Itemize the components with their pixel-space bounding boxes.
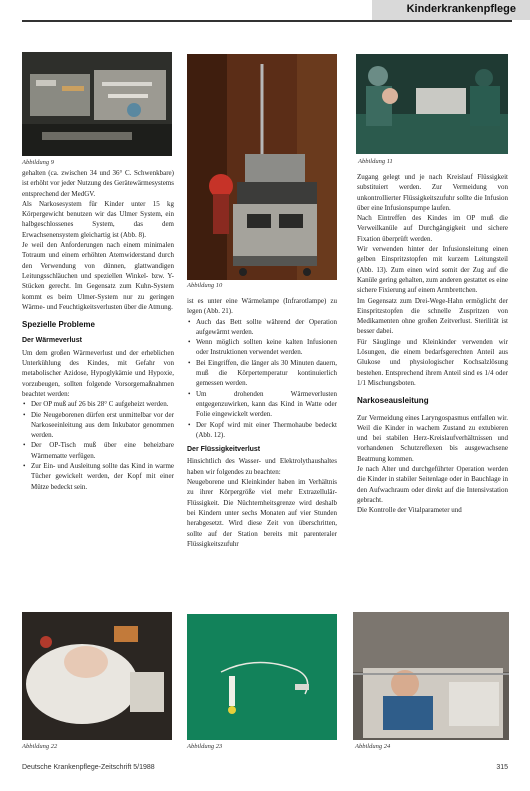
list-item: • Der Kopf wird mit einer Thermohaube bedeckt (Abb. 12). — [196, 420, 337, 441]
list-item: • Die Neugeborenen dürfen erst unmittelbar vor der Narkoseeinleitung aus dem Inkubator genommen werden. — [31, 410, 174, 441]
child-in-bed-illustration — [353, 612, 509, 740]
list-item: • Wenn möglich sollten keine kalten Infusionen oder Instruktionen verwendet werden. — [196, 337, 337, 358]
caption-figure-9: Abbildung 9 — [22, 159, 54, 166]
anesthesia-machine-illustration — [187, 54, 337, 280]
photo-figure-22 — [22, 612, 172, 740]
paragraph: Zugang gelegt und je nach Kreislauf Flüssigkeit substituiert werden. Zur Vermeidung von unkontrollierter Flüssigkeitszufuhr sollte die Infusion über eine Infusionspumpe laufen. — [357, 173, 508, 212]
photo-figure-24 — [353, 612, 509, 740]
paragraph: Neugeborene und Kleinkinder haben im Verhältnis zu ihrer Körpergröße viel mehr Extrazellulär-Flüssigkeit. Die Nüchternheitsgrenze wird deshalb bei Kindern unter sechs Monaten auf vier Stunden herabgesetzt. Wird diese Zeit von überschritten, sollte auf der Station bereits mit parenteraler Flüssigkeitszufuhr — [187, 478, 337, 548]
header-band — [372, 0, 530, 20]
paragraph: Im Gegensatz zum Drei-Wege-Hahn ermöglicht der Einspritzstopfen die schnelle Zuspritzen von Medikamenten ohne großen Zeitverlust. Sterilität ist besser dabei. — [357, 296, 508, 336]
caption-figure-11: Abbildung 11 — [358, 158, 393, 165]
photo-figure-9 — [22, 52, 172, 156]
paragraph: Hinsichtlich des Wasser- und Elektrolythaushaltes haben wir folgendes zu beachten: — [187, 457, 337, 476]
infusion-stopper-illustration — [187, 614, 337, 740]
list-item: • Zur Ein- und Ausleitung sollte das Kind in warme Tücher gewickelt werden, der Kopf mit einer Mütze bedeckt sein. — [31, 461, 174, 492]
paragraph: Je weil den Anforderungen nach einem minimalen Totraum und einem erhöhten Atemwiderstand durch den Verwendung von dünnen, glattwandigen Leitungsschläuchen und speziellen Winkel- bzw. Y-Stücken gerecht. Im Gegensatz zum Kuhn-System kommt es beim Ulmer-System nur zu geringen Wärme- und Feuchtigkeitsverlusten über die Atmung. — [22, 241, 174, 311]
instrument-tray-illustration — [22, 52, 172, 156]
paragraph: gehalten (ca. zwischen 34 und 36° C. Schwenkbare) ist erhöht vor jeder Nutzung des Gerätewärmesystems entsprechend der MedGV. — [22, 169, 174, 198]
caption-figure-10: Abbildung 10 — [187, 282, 223, 289]
header-rule — [22, 20, 512, 22]
paragraph: Wir verwenden hinter der Infusionsleitung einen gelben Einspritzstopfen mit kurzem Leitungsteil (Abb. 13). Zum einen wird somit der Zug auf die Kanüle gering gehalten, zum anderen gestattet es eine sichere Fixierung auf einem Armbrettchen. — [357, 245, 508, 295]
list-item: • Bei Eingriffen, die länger als 30 Minuten dauern, muß die Körpertemperatur kontinuierlich gemessen werden. — [196, 358, 337, 389]
caption-figure-24: Abbildung 24 — [355, 743, 391, 750]
photo-figure-10 — [187, 54, 337, 280]
text-column-1 — [22, 168, 174, 492]
text-column-3 — [357, 172, 508, 516]
paragraph: Je nach Alter und durchgeführter Operation werden die Kinder in stabiler Seitenlage oder in Bauchlage in den Aufwachraum oder direkt auf die Intensivstation gebracht. — [357, 465, 508, 504]
list-item: • Der OP muß auf 26 bis 28° C aufgeheizt werden. — [31, 399, 174, 409]
page-number: 315 — [496, 764, 508, 771]
paragraph: Nach Eintreffen des Kindes im OP muß die Verweilkanüle auf Durchgängigkeit und sichere Fixation überprüft werden. — [357, 214, 508, 243]
paragraph: Für Säuglinge und Kleinkinder verwenden wir Lösungen, die einem bedarfsgerechten Anteil aus Glukose und physiologischer Kochsalzlösung bestehen. Entsprechend ihrem Anteil sind es 1/4 oder 1/1 Mischungsboten. — [357, 337, 508, 387]
photo-figure-11 — [356, 54, 508, 154]
subsection-heading: Der Wärmeverlust — [22, 337, 82, 345]
list-item: • Der OP-Tisch muß über eine beheizbare Wärmematte verfügen. — [31, 440, 174, 461]
bullet-list — [187, 317, 337, 441]
surgical-staff-illustration — [356, 54, 508, 154]
infant-warming-illustration — [22, 612, 172, 740]
subsection-heading: Der Flüssigkeitverlust — [187, 446, 261, 454]
list-item: • Auch das Bett sollte während der Operation aufgewärmt werden. — [196, 317, 337, 338]
text-column-2 — [187, 296, 337, 549]
paragraph: Um dem großen Wärmeverlust und der erheblichen Unterkühlung des Kindes, mit Gefahr von metabolischer Azidose, Hypoglykämie und Hypoxie, vorzubeugen, sollten folgende Vorsorgemaßnahmen beachtet werden: — [22, 348, 174, 398]
section-heading: Spezielle Probleme — [22, 320, 95, 330]
caption-figure-23: Abbildung 23 — [187, 743, 223, 750]
journal-footer: Deutsche Krankenpflege-Zeitschrift 5/1988 — [22, 764, 155, 771]
caption-figure-22: Abbildung 22 — [22, 743, 58, 750]
bullet-list — [22, 399, 174, 492]
section-heading: Narkoseausleitung — [357, 396, 429, 406]
list-item: • Um drohenden Wärmeverlusten entgegenzuwirken, kann das Kind in Watte oder Folie eingewickelt werden. — [196, 389, 337, 420]
section-title: Kinderkrankenpflege — [406, 3, 516, 15]
paragraph: Zur Vermeidung eines Laryngospasmus entfallen wir. Weil die Kinder in wachem Zustand zu extubieren und bei stabilen Herz-Kreislaufverhältnissen und vorhandenen Schutzreflexen bis ausgewachsene Beatmung kommen. — [357, 413, 508, 463]
paragraph: ist es unter eine Wärmelampe (Infrarotlampe) zu legen (Abb. 21). — [187, 297, 337, 316]
photo-figure-23 — [187, 614, 337, 740]
paragraph: Die Kontrolle der Vitalparameter und — [357, 506, 462, 515]
paragraph: Als Narkosesystem für Kinder unter 15 kg Körpergewicht benutzen wir das Ulmer System, ein halbgeschlossenes System, das dem Erwachsenensystem gleichartig ist (Abb. 8). — [22, 199, 174, 239]
